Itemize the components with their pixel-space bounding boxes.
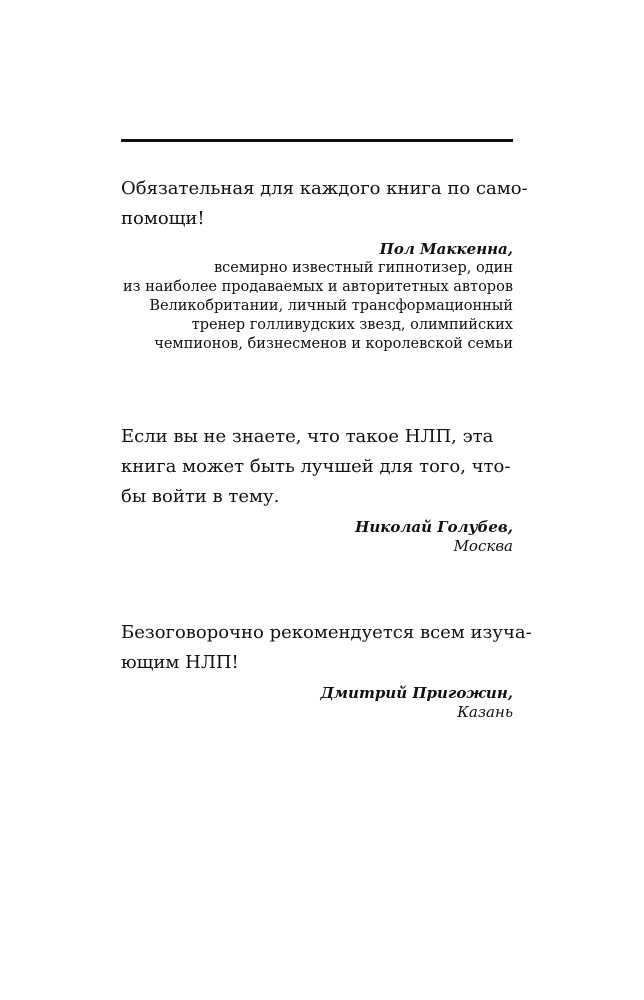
testimonial-1-text bbox=[121, 174, 528, 234]
testimonial-1-text-line: Обязательная для каждого книга по само- bbox=[121, 178, 528, 199]
testimonial-2-text-line: бы войти в тему. bbox=[121, 486, 280, 507]
top-divider-rule bbox=[121, 139, 513, 142]
testimonial-1-author-description-line: тренер голливудских звезд, олимпийских bbox=[191, 317, 513, 333]
testimonial-1-author-description-line: из наиболее продаваемых и авторитетных авторов bbox=[123, 279, 513, 295]
testimonial-2 bbox=[121, 422, 513, 556]
testimonial-3-text-line: Безоговорочно рекомендуется всем изуча- bbox=[121, 622, 532, 643]
testimonial-2-author: Николай Голубев, bbox=[355, 518, 513, 536]
testimonial-2-author-city: Москва bbox=[453, 537, 513, 555]
testimonial-1-author-description-line: Великобритании, личный трансформационный bbox=[149, 298, 513, 314]
testimonial-2-attribution bbox=[121, 518, 513, 556]
testimonial-2-text bbox=[121, 422, 513, 512]
testimonial-1-text-line: помощи! bbox=[121, 208, 205, 229]
testimonial-2-text-line: книга может быть лучшей для того, что- bbox=[121, 456, 511, 477]
testimonial-3-text bbox=[121, 618, 532, 678]
testimonial-3-author: Дмитрий Пригожин, bbox=[320, 684, 513, 702]
testimonial-3-author-city: Казань bbox=[457, 703, 513, 721]
testimonial-1-author-description-line: всемирно известный гипнотизер, один bbox=[213, 260, 513, 276]
testimonial-1-attribution bbox=[121, 240, 513, 354]
testimonial-3-text-line: ющим НЛП! bbox=[121, 652, 239, 673]
testimonial-3-attribution bbox=[121, 684, 513, 722]
testimonial-2-text-line: Если вы не знаете, что такое НЛП, эта bbox=[121, 426, 494, 447]
testimonial-1 bbox=[121, 174, 528, 354]
testimonial-1-author-description-line: чемпионов, бизнесменов и королевской семьи bbox=[154, 336, 513, 352]
testimonial-3 bbox=[121, 618, 532, 722]
testimonial-1-author: Пол Маккенна, bbox=[379, 240, 513, 258]
